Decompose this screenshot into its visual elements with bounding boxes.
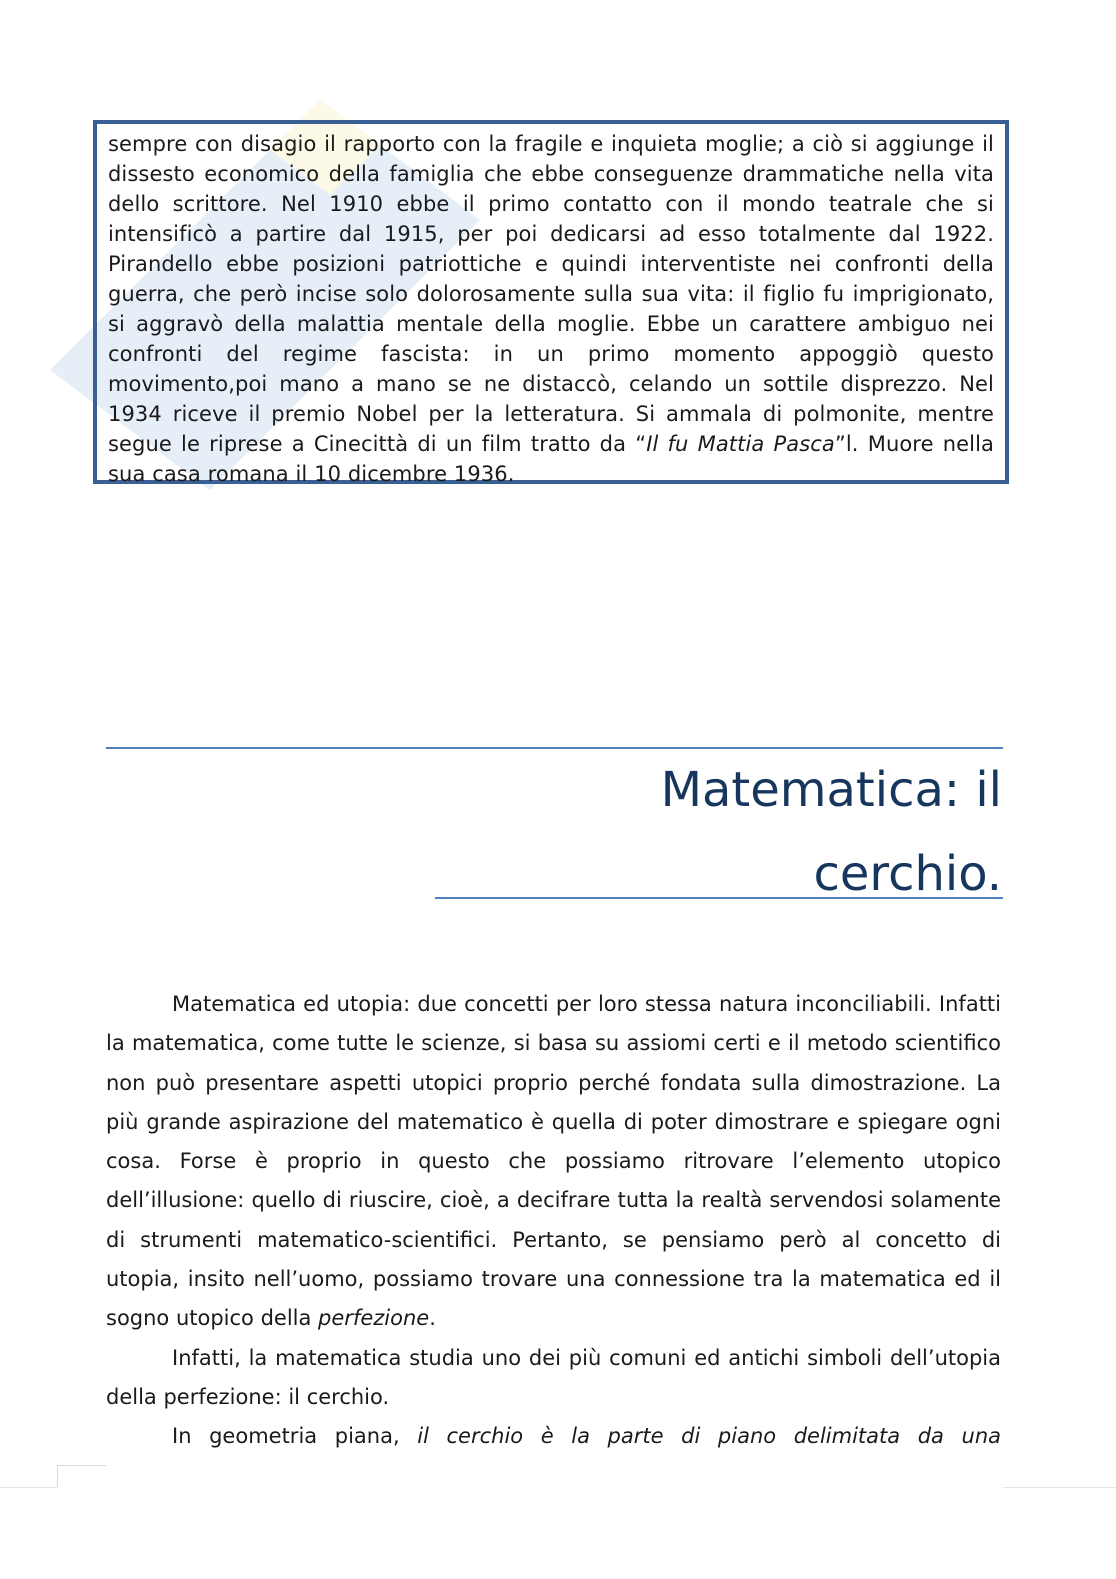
heading-rule-bottom bbox=[435, 897, 1003, 899]
footer-line-left bbox=[0, 1487, 57, 1488]
footer-line-right bbox=[1003, 1487, 1116, 1488]
quote-open: “ bbox=[635, 432, 647, 456]
paragraph-1-text: Matematica ed utopia: due concetti per loro stessa natura inconciliabili. Infatti la matematica, come tutte le scienze, si basa su assiomi certi e il metodo scientifico non può presentare aspetti utopici proprio perché fondata sulla dimostrazione. La più grande aspirazione del matematico è quella di poter dimostrare e spiegare ogni cosa. Forse è proprio in questo che possiamo ritrovare l’elemento utopico dell’illusione: quello di riuscire, cioè, a decifrare tutta la realtà servendosi solamente di strumenti matematico-scientifici. Pertanto, se pensiamo però al concetto di utopia, insito nell’uomo, possiamo trovare una connessione tra la matematica ed il sogno utopico della bbox=[106, 992, 1001, 1331]
heading-line-1: Matematica: il bbox=[660, 762, 1002, 818]
body-text bbox=[106, 985, 1001, 1457]
section-heading bbox=[300, 748, 1002, 916]
quote-close: ” bbox=[834, 432, 846, 456]
paragraph-1 bbox=[106, 985, 1001, 1339]
footer-corner-mark bbox=[57, 1465, 106, 1488]
paragraph-1-italic: perfezione bbox=[318, 1306, 430, 1331]
biography-text-end: l. Muore nella sua casa romana il 10 dicembre 1936. bbox=[108, 432, 995, 486]
paragraph-3-italic: il cerchio è la parte di piano delimitata da una bbox=[417, 1424, 1001, 1449]
paragraph-3-text: In geometria piana, bbox=[172, 1424, 418, 1449]
heading-line-2: cerchio. bbox=[813, 846, 1002, 902]
paragraph-2: Infatti, la matematica studia uno dei più comuni ed antichi simboli dell’utopia della perfezione: il cerchio. bbox=[106, 1345, 1001, 1409]
biography-text: sempre con disagio il rapporto con la fragile e inquieta moglie; a ciò si aggiunge il dissesto economico della famiglia che ebbe conseguenze drammatiche nella vita dello scrittore. Nel 1910 ebbe il primo contatto con il mondo teatrale che si intensificò a partire dal 1915, per poi dedicarsi ad esso totalmente dal 1922. Pirandello ebbe posizioni patriottiche e quindi interventiste nei confronti della guerra, che però incise solo dolorosamente sulla sua vita: il figlio fu imprigionato, si aggravò della malattia mentale della moglie. Ebbe un carattere ambiguo nei confronti del regime fascista: in un primo momento appoggiò questo movimento,poi mano a mano se ne distaccò, celando un sottile disprezzo. Nel 1934 riceve il premio Nobel per la letteratura. Si ammala di polmonite, mentre segue le riprese a Cinecittà di un film tratto da bbox=[108, 132, 994, 456]
biography-paragraph bbox=[108, 129, 994, 489]
paragraph-3 bbox=[106, 1417, 1001, 1456]
paragraph-1-end: . bbox=[429, 1306, 436, 1331]
novel-title: Il fu Mattia Pasca bbox=[646, 432, 835, 456]
biography-box bbox=[93, 120, 1009, 484]
